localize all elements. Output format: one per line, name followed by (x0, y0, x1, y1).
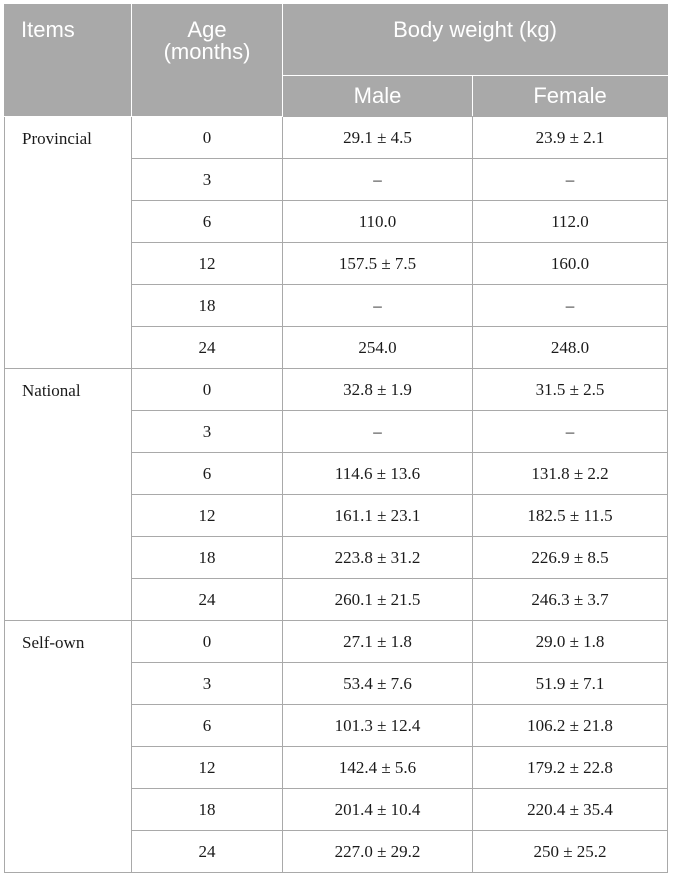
age-cell: 0 (132, 369, 283, 411)
table-row (5, 369, 668, 411)
header-items: Items (5, 5, 132, 117)
female-weight-cell: 248.0 (473, 327, 668, 369)
female-weight-cell: 179.2 ± 22.8 (473, 747, 668, 789)
age-cell: 6 (132, 705, 283, 747)
header-age-line1: Age (187, 17, 227, 42)
group-name-cell: Self-own (5, 621, 132, 873)
female-weight-cell: 246.3 ± 3.7 (473, 579, 668, 621)
header-age-line2: (months) (163, 39, 251, 64)
female-weight-cell: 182.5 ± 11.5 (473, 495, 668, 537)
male-weight-cell: 142.4 ± 5.6 (283, 747, 473, 789)
age-cell: 18 (132, 285, 283, 327)
male-weight-cell: 157.5 ± 7.5 (283, 243, 473, 285)
table-header (5, 5, 668, 117)
female-weight-cell: 106.2 ± 21.8 (473, 705, 668, 747)
header-male: Male (283, 76, 473, 117)
table-body (5, 117, 668, 873)
female-weight-cell: 51.9 ± 7.1 (473, 663, 668, 705)
age-cell: 12 (132, 495, 283, 537)
age-cell: 12 (132, 747, 283, 789)
age-cell: 6 (132, 453, 283, 495)
female-weight-cell: 226.9 ± 8.5 (473, 537, 668, 579)
header-body-weight: Body weight (kg) (283, 5, 668, 76)
male-weight-cell: 27.1 ± 1.8 (283, 621, 473, 663)
male-weight-cell: 227.0 ± 29.2 (283, 831, 473, 873)
male-weight-cell: – (283, 285, 473, 327)
female-weight-cell: 160.0 (473, 243, 668, 285)
male-weight-cell: 161.1 ± 23.1 (283, 495, 473, 537)
age-cell: 18 (132, 789, 283, 831)
male-weight-cell: 32.8 ± 1.9 (283, 369, 473, 411)
male-weight-cell: 110.0 (283, 201, 473, 243)
male-weight-cell: 260.1 ± 21.5 (283, 579, 473, 621)
age-cell: 24 (132, 831, 283, 873)
female-weight-cell: 29.0 ± 1.8 (473, 621, 668, 663)
male-weight-cell: 114.6 ± 13.6 (283, 453, 473, 495)
female-weight-cell: 23.9 ± 2.1 (473, 117, 668, 159)
male-weight-cell: 53.4 ± 7.6 (283, 663, 473, 705)
female-weight-cell: 220.4 ± 35.4 (473, 789, 668, 831)
male-weight-cell: 29.1 ± 4.5 (283, 117, 473, 159)
body-weight-table (4, 4, 668, 873)
age-cell: 0 (132, 117, 283, 159)
female-weight-cell: – (473, 285, 668, 327)
female-weight-cell: – (473, 411, 668, 453)
male-weight-cell: 223.8 ± 31.2 (283, 537, 473, 579)
age-cell: 6 (132, 201, 283, 243)
age-cell: 24 (132, 579, 283, 621)
table-row (5, 117, 668, 159)
header-female: Female (473, 76, 668, 117)
female-weight-cell: 31.5 ± 2.5 (473, 369, 668, 411)
age-cell: 18 (132, 537, 283, 579)
group-name-cell: National (5, 369, 132, 621)
male-weight-cell: 101.3 ± 12.4 (283, 705, 473, 747)
male-weight-cell: 201.4 ± 10.4 (283, 789, 473, 831)
male-weight-cell: 254.0 (283, 327, 473, 369)
age-cell: 0 (132, 621, 283, 663)
header-age (132, 5, 283, 117)
male-weight-cell: – (283, 159, 473, 201)
male-weight-cell: – (283, 411, 473, 453)
age-cell: 3 (132, 663, 283, 705)
female-weight-cell: 250 ± 25.2 (473, 831, 668, 873)
age-cell: 12 (132, 243, 283, 285)
female-weight-cell: – (473, 159, 668, 201)
age-cell: 3 (132, 411, 283, 453)
female-weight-cell: 112.0 (473, 201, 668, 243)
table-row (5, 621, 668, 663)
age-cell: 3 (132, 159, 283, 201)
female-weight-cell: 131.8 ± 2.2 (473, 453, 668, 495)
age-cell: 24 (132, 327, 283, 369)
group-name-cell: Provincial (5, 117, 132, 369)
